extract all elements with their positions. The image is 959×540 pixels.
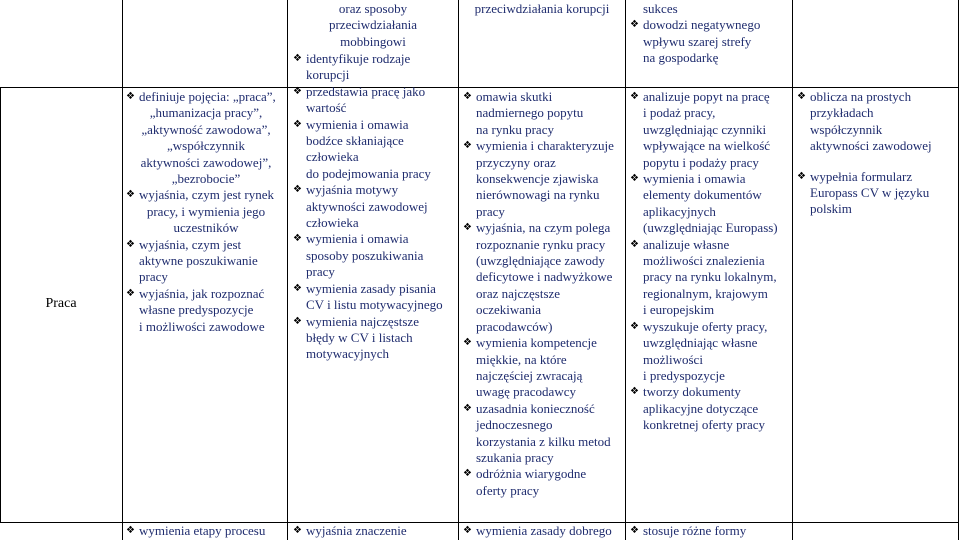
list-item: ❖ wymienia i omawia bbox=[630, 171, 790, 187]
list-item: ❖ wyjaśnia, czym jest rynek bbox=[126, 187, 286, 203]
list-item: przeciwdziałania bbox=[328, 17, 418, 33]
list-item: ❖ identyfikuje rodzaje bbox=[293, 51, 455, 67]
list-item: ❖ oblicza na prostych bbox=[797, 89, 957, 105]
grid-line bbox=[287, 0, 288, 540]
list-item: oraz najczęstsze bbox=[476, 285, 561, 301]
list-item: Europass CV w języku bbox=[810, 185, 930, 201]
list-item: aktywności zawodowej”, bbox=[140, 154, 272, 170]
list-item: ❖ przedstawia pracę jako bbox=[293, 84, 455, 100]
list-item: szukania pracy bbox=[476, 449, 554, 465]
list-item: „bezrobocie” bbox=[171, 171, 241, 187]
col3-content bbox=[463, 89, 625, 499]
col3-continuation bbox=[463, 1, 621, 17]
list-item: aplikacyjnych bbox=[643, 203, 716, 219]
list-item: „humanizacja pracy”, bbox=[149, 105, 263, 121]
list-item: ❖ odróżnia wiarygodne bbox=[463, 466, 625, 482]
list-item: własne predyspozycje bbox=[139, 302, 254, 318]
list-item: regionalnym, krajowym bbox=[643, 285, 768, 301]
list-item: ❖ analizuje własne bbox=[630, 237, 790, 253]
list-item: i europejskim bbox=[643, 302, 715, 318]
list-item: ❖ wyjaśnia, jak rozpoznać bbox=[126, 286, 286, 302]
list-item: uczestników bbox=[173, 220, 239, 236]
list-item: sposoby poszukiwania bbox=[306, 247, 424, 263]
list-item: pracy, i wymienia jego bbox=[146, 203, 266, 219]
col1-content bbox=[126, 89, 286, 335]
list-item: wpływu szarej strefy bbox=[643, 33, 752, 49]
list-item: elementy dokumentów bbox=[643, 187, 762, 203]
list-item: wartość bbox=[306, 100, 347, 116]
list-item: oczekiwania bbox=[476, 302, 541, 318]
list-item: nierównowagi na rynku bbox=[476, 187, 600, 203]
list-item: przyczyny oraz bbox=[476, 154, 556, 170]
list-item: ❖ wyszukuje oferty pracy, bbox=[630, 319, 790, 335]
grid-line bbox=[625, 0, 626, 540]
list-item: (uwzględniające zawody bbox=[476, 253, 605, 269]
list-item: korzystania z kilku metod bbox=[476, 433, 611, 449]
list-item: polskim bbox=[810, 201, 852, 217]
list-item: aktywności zawodowej bbox=[306, 198, 428, 214]
list-item: ❖ wymienia i omawia bbox=[293, 231, 455, 247]
list-item: korupcji bbox=[306, 67, 350, 83]
col2-continuation bbox=[293, 1, 453, 50]
list-item: ❖ analizuje popyt na pracę bbox=[630, 89, 790, 105]
row-label: Praca bbox=[45, 296, 77, 312]
list-item: ❖ wyjaśnia znaczenie bbox=[293, 523, 407, 539]
list-item: i możliwości zawodowe bbox=[139, 318, 265, 334]
list-item: sukces bbox=[643, 1, 678, 16]
list-item: pracodawców) bbox=[476, 318, 553, 334]
list-item: człowieka bbox=[306, 149, 359, 165]
list-item: ❖ wymienia etapy procesu bbox=[126, 523, 265, 539]
list-item: ❖ wymienia i charakteryzuje bbox=[463, 138, 625, 154]
list-item: rozpoznanie rynku pracy bbox=[476, 236, 606, 252]
list-item: ❖ wyjaśnia, na czym polega bbox=[463, 220, 625, 236]
list-item: aktywne poszukiwanie bbox=[139, 253, 258, 269]
col4-continuation bbox=[630, 1, 788, 67]
list-item: i podaż pracy, bbox=[643, 105, 716, 121]
grid-line bbox=[792, 0, 793, 540]
list-item: błędy w CV i listach bbox=[306, 329, 413, 345]
list-item: oferty pracy bbox=[476, 482, 540, 498]
list-item: „współczynnik bbox=[167, 138, 245, 154]
list-item: pracy na rynku lokalnym, bbox=[643, 269, 777, 285]
grid-line bbox=[458, 0, 459, 540]
list-item: ❖ wyjaśnia motywy bbox=[293, 182, 455, 198]
list-item: motywacyjnych bbox=[306, 346, 390, 362]
list-item: ❖ uzasadnia konieczność bbox=[463, 401, 625, 417]
list-item: pracy bbox=[306, 264, 335, 280]
list-item: ❖ definiuje pojęcia: „praca”, bbox=[126, 89, 286, 105]
list-item: najczęściej zwracają bbox=[476, 367, 583, 383]
list-item: aplikacyjne dotyczące bbox=[643, 400, 759, 416]
list-item: na rynku pracy bbox=[476, 121, 554, 137]
list-item: przykładach bbox=[810, 105, 874, 121]
list-item: konsekwencje zjawiska bbox=[476, 171, 599, 187]
list-item: ❖ wymienia zasady pisania bbox=[293, 281, 455, 297]
col5-content bbox=[797, 89, 957, 218]
list-item: ❖ wymienia i omawia bbox=[293, 117, 455, 133]
list-item: ❖ dowodzi negatywnego bbox=[630, 17, 788, 33]
list-item: „aktywność zawodowa”, bbox=[141, 121, 271, 137]
list-item: oraz sposoby bbox=[338, 1, 408, 16]
list-item: współczynnik bbox=[810, 121, 883, 137]
grid-line bbox=[0, 87, 959, 88]
list-item: możliwości znalezienia bbox=[643, 253, 765, 269]
list-item: jednoczesnego bbox=[476, 417, 553, 433]
list-item: CV i listu motywacyjnego bbox=[306, 297, 443, 313]
list-item: mobbingowi bbox=[340, 33, 406, 49]
list-item: pracy bbox=[476, 203, 505, 219]
list-item: uwzględniając własne bbox=[643, 335, 758, 351]
list-item: deficytowe i nadwyżkowe bbox=[476, 269, 613, 285]
list-item: do podejmowania pracy bbox=[306, 165, 431, 181]
list-item: (uwzględniając Europass) bbox=[643, 220, 778, 236]
list-item: aktywności zawodowej bbox=[810, 138, 932, 154]
list-item: możliwości bbox=[643, 351, 703, 367]
list-item: wpływające na wielkość bbox=[643, 138, 771, 154]
list-item: na gospodarkę bbox=[643, 50, 719, 66]
list-item: ❖ wypełnia formularz bbox=[797, 169, 957, 185]
list-item: przeciwdziałania korupcji bbox=[474, 1, 610, 16]
list-item: ❖ wyjaśnia, czym jest bbox=[126, 237, 286, 253]
list-item: nadmiernego popytu bbox=[476, 105, 584, 121]
list-item: uwzględniając czynniki bbox=[643, 121, 767, 137]
list-item: ❖ omawia skutki bbox=[463, 89, 625, 105]
list-item: popytu i podaży pracy bbox=[643, 154, 759, 170]
list-item: pracy bbox=[139, 269, 168, 285]
list-item: ❖ wymienia kompetencje bbox=[463, 335, 625, 351]
col2-content bbox=[293, 51, 455, 363]
list-item: ❖ wymienia zasady dobrego bbox=[463, 523, 612, 539]
list-item: ❖ wymienia najczęstsze bbox=[293, 314, 455, 330]
list-item: konkretnej oferty pracy bbox=[643, 417, 766, 433]
grid-line bbox=[122, 0, 123, 540]
next-row-preview bbox=[0, 522, 959, 540]
list-item: ❖ stosuje różne formy bbox=[630, 523, 746, 539]
list-item: uwagę pracodawcy bbox=[476, 384, 576, 400]
list-item: bodźce skłaniające bbox=[306, 133, 404, 149]
col4-content bbox=[630, 89, 790, 434]
list-item: i predyspozycje bbox=[643, 367, 725, 383]
list-item: miękkie, na które bbox=[476, 351, 567, 367]
list-item: ❖ tworzy dokumenty bbox=[630, 384, 790, 400]
list-item: człowieka bbox=[306, 215, 359, 231]
